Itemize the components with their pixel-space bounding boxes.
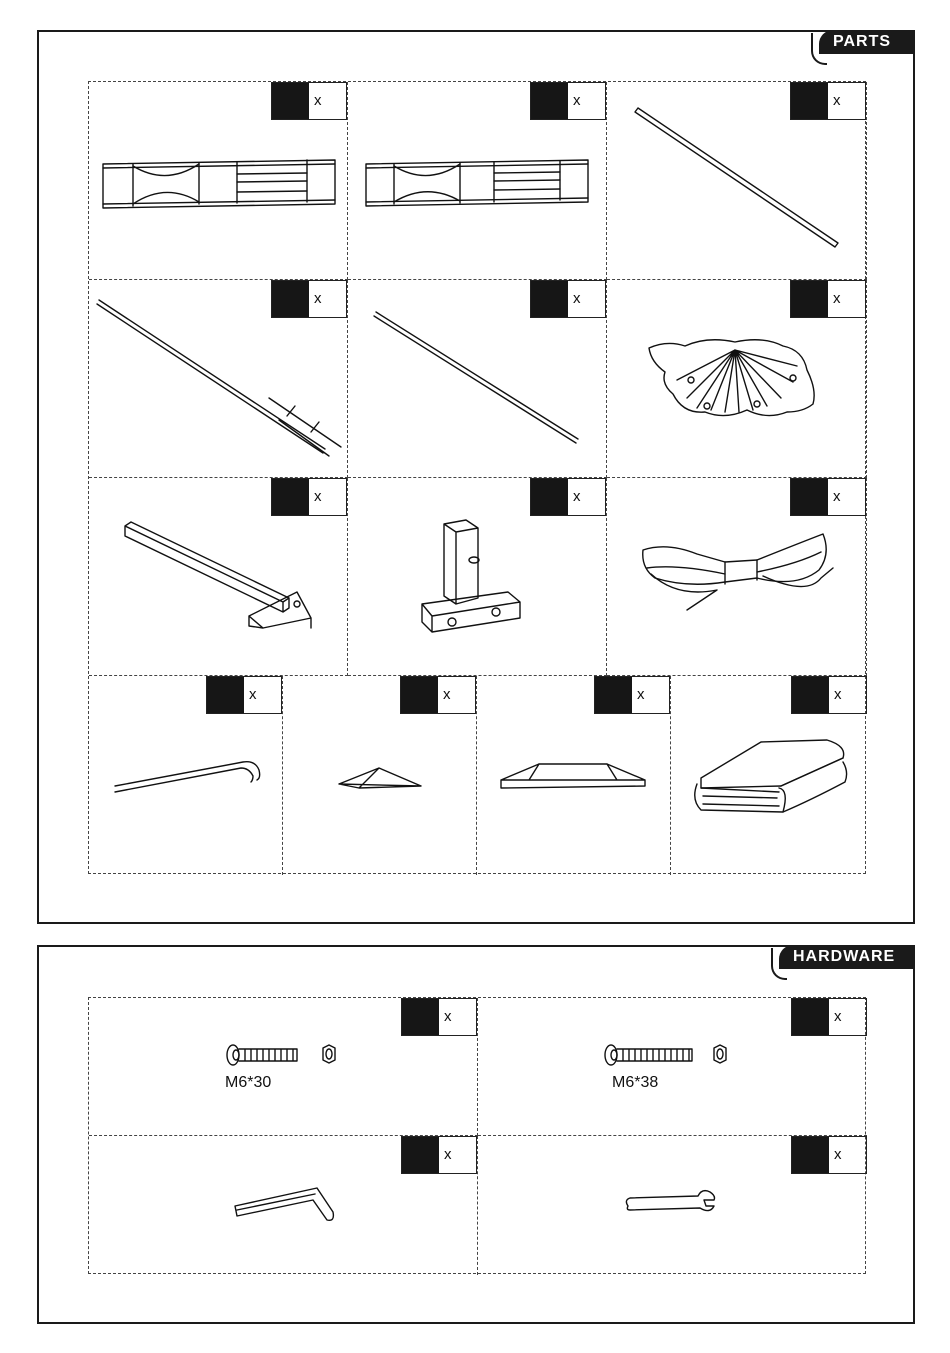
quantity-x-label: x <box>573 290 581 307</box>
bolt-nut-icon <box>89 998 478 1136</box>
quantity-x-label: x <box>314 290 322 307</box>
top-frame-panel-icon <box>89 82 348 280</box>
part-cell-2 <box>348 82 607 280</box>
wrench-icon <box>478 1136 867 1275</box>
quantity-x-label: x <box>833 290 841 307</box>
rope-bundle-icon <box>607 478 867 676</box>
hardware-tab: HARDWARE <box>779 945 915 969</box>
quantity-x-label: x <box>834 686 842 703</box>
part-cell-7 <box>89 478 348 676</box>
quantity-x-label: x <box>314 92 322 109</box>
part-cell-4 <box>89 280 348 478</box>
ladder-rafter-icon <box>89 280 348 478</box>
quantity-x-label: x <box>573 488 581 505</box>
quantity-x-label: x <box>833 92 841 109</box>
long-pole-icon <box>607 82 867 280</box>
part-cell-11 <box>283 676 477 875</box>
hardware-cell-1 <box>89 998 478 1136</box>
part-cell-10 <box>89 676 283 875</box>
bolt-size-label: M6*38 <box>612 1074 659 1091</box>
bolt-size-label: M6*30 <box>225 1074 272 1091</box>
quantity-x-label: x <box>834 1146 842 1163</box>
leg-bracket-icon <box>89 478 348 676</box>
top-frame-panel-icon <box>348 82 607 280</box>
bolt-nut-icon <box>478 998 867 1136</box>
quantity-x-label: x <box>833 488 841 505</box>
small-pyramid-cap-icon <box>283 676 477 875</box>
part-cell-8 <box>348 478 607 676</box>
allen-key-icon <box>89 1136 478 1275</box>
quantity-x-label: x <box>573 92 581 109</box>
hardware-cell-4 <box>478 1136 867 1275</box>
part-cell-5 <box>348 280 607 478</box>
rafter-pole-icon <box>348 280 607 478</box>
part-cell-6 <box>607 280 867 478</box>
quantity-x-label: x <box>637 686 645 703</box>
parts-section <box>37 30 915 924</box>
quantity-x-label: x <box>444 1146 452 1163</box>
parts-grid <box>88 81 866 874</box>
part-cell-9 <box>607 478 867 676</box>
hardware-grid <box>88 997 866 1274</box>
quantity-x-label: x <box>444 1008 452 1025</box>
part-cell-3 <box>607 82 867 280</box>
quantity-x-label: x <box>443 686 451 703</box>
hooked-rod-icon <box>89 676 283 875</box>
quantity-x-label: x <box>314 488 322 505</box>
hardware-cell-2 <box>478 998 867 1136</box>
roof-top-cap-icon <box>477 676 671 875</box>
parts-tab: PARTS <box>819 30 915 54</box>
center-hub-icon <box>607 280 867 478</box>
folded-canopy-icon <box>671 676 867 875</box>
foot-plate-icon <box>348 478 607 676</box>
part-cell-13 <box>671 676 867 875</box>
part-cell-12 <box>477 676 671 875</box>
hardware-section <box>37 945 915 1324</box>
part-cell-1 <box>89 82 348 280</box>
quantity-x-label: x <box>249 686 257 703</box>
hardware-cell-3 <box>89 1136 478 1275</box>
quantity-x-label: x <box>834 1008 842 1025</box>
